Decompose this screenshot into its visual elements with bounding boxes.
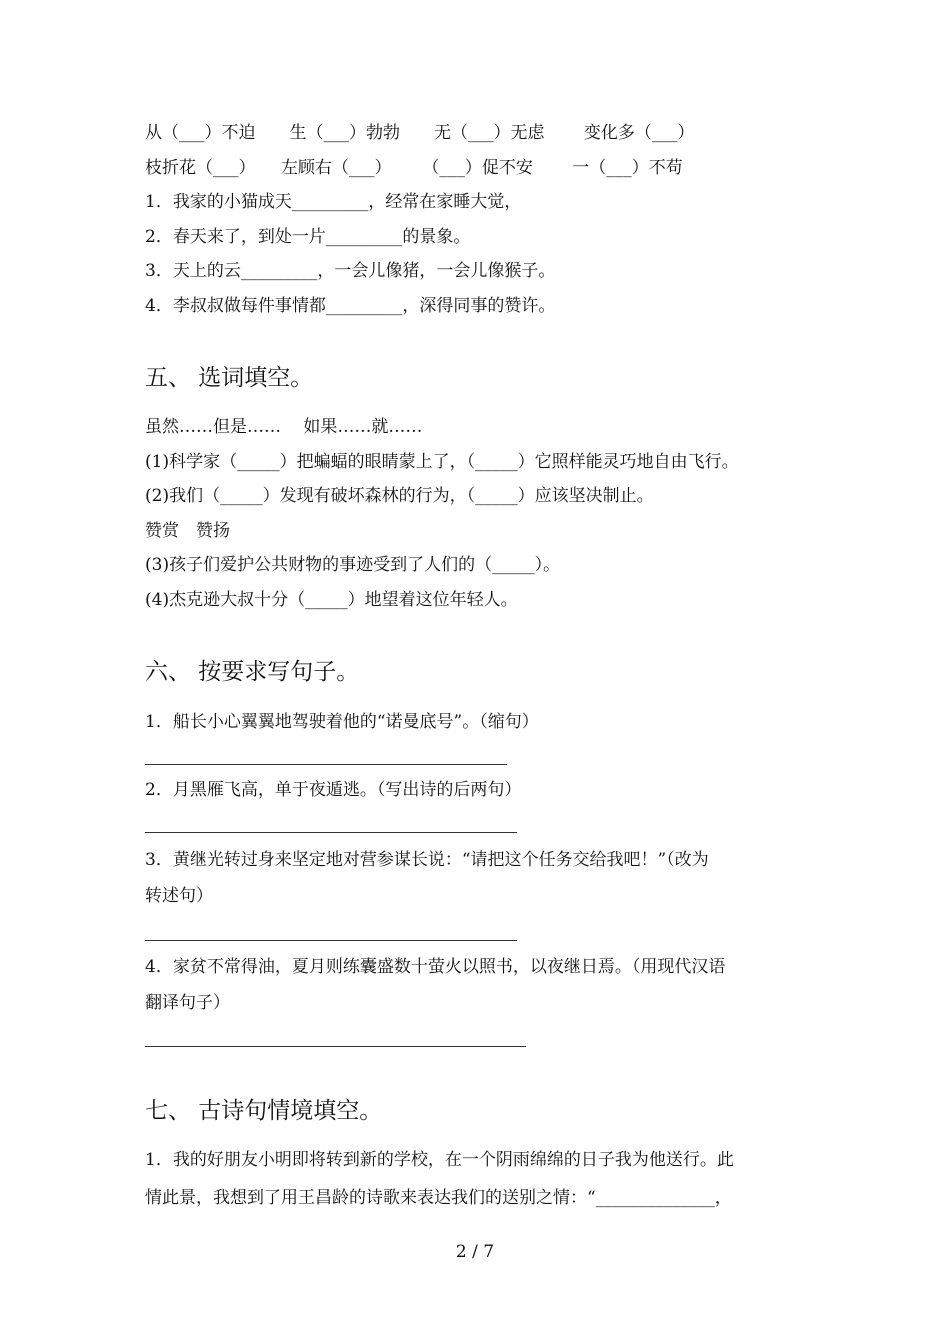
idiom-sentence-4: 4．李叔叔做每件事情都_________，深得同事的赞许。 (145, 296, 556, 316)
section-5-q3: (3)孩子们爱护公共财物的事迹受到了人们的（_____）。 (145, 555, 561, 575)
idiom-row-1: 从（___）不迫 生（___）勃勃 无（___）无虑 变化多（___） (145, 123, 695, 143)
section-5-title: 五、 选词填空。 (145, 365, 314, 391)
page-number: 2 / 7 (455, 1242, 495, 1262)
section-5-q1: (1)科学家（_____）把蝙蝠的眼睛蒙上了，（_____）它照样能灵巧地自由飞行。 (145, 452, 739, 472)
idiom-sentence-3: 3．天上的云_________，一会儿像猪，一会儿像猴子。 (145, 261, 556, 281)
section-6-q4-line1: 4．家贫不常得油，夏月则练囊盛数十萤火以照书，以夜继日焉。（用现代汉语 (145, 957, 726, 977)
section-6-title: 六、 按要求写句子。 (145, 659, 360, 685)
section-7-q1-line2: 情此景，我想到了用王昌龄的诗歌来表达我们的送别之情：“______________， (145, 1188, 732, 1208)
idiom-sentence-2: 2．春天来了，到处一片_________的景象。 (145, 227, 471, 247)
section-5-q4: (4)杰克逊大叔十分（_____）地望着这位年轻人。 (145, 590, 518, 610)
section-6-q2: 2．月黑雁飞高，单于夜遁逃。（写出诗的后两句） (145, 780, 522, 800)
section-5-q2: (2)我们（_____）发现有破坏森林的行为，（_____）应该坚决制止。 (145, 486, 654, 506)
section-7-title: 七、 古诗句情境填空。 (145, 1098, 383, 1124)
section-7-q1-line1: 1．我的好朋友小明即将转到新的学校，在一个阴雨绵绵的日子我为他送行。此 (145, 1150, 734, 1170)
answer-line-4[interactable] (145, 1046, 526, 1047)
word-group-1: 虽然……但是…… 如果……就…… (145, 417, 423, 437)
section-6-q4-line2: 翻译句子） (145, 993, 230, 1013)
word-group-2: 赞赏 赞扬 (145, 521, 230, 541)
answer-line-1[interactable] (145, 764, 507, 765)
section-6-q3-line1: 3．黄继光转过身来坚定地对营参谋长说：“请把这个任务交给我吧！”（改为 (145, 850, 709, 870)
idiom-row-2: 枝折花（___） 左顾右（___） （___）促不安 一（___）不苟 (145, 158, 683, 178)
idiom-sentence-1: 1．我家的小猫成天_________，经常在家睡大觉， (145, 192, 522, 212)
answer-line-2[interactable] (145, 832, 517, 833)
section-6-q3-line2: 转述句） (145, 886, 213, 906)
section-6-q1: 1．船长小心翼翼地驾驶着他的“诺曼底号”。（缩句） (145, 712, 539, 732)
answer-line-3[interactable] (145, 940, 517, 941)
